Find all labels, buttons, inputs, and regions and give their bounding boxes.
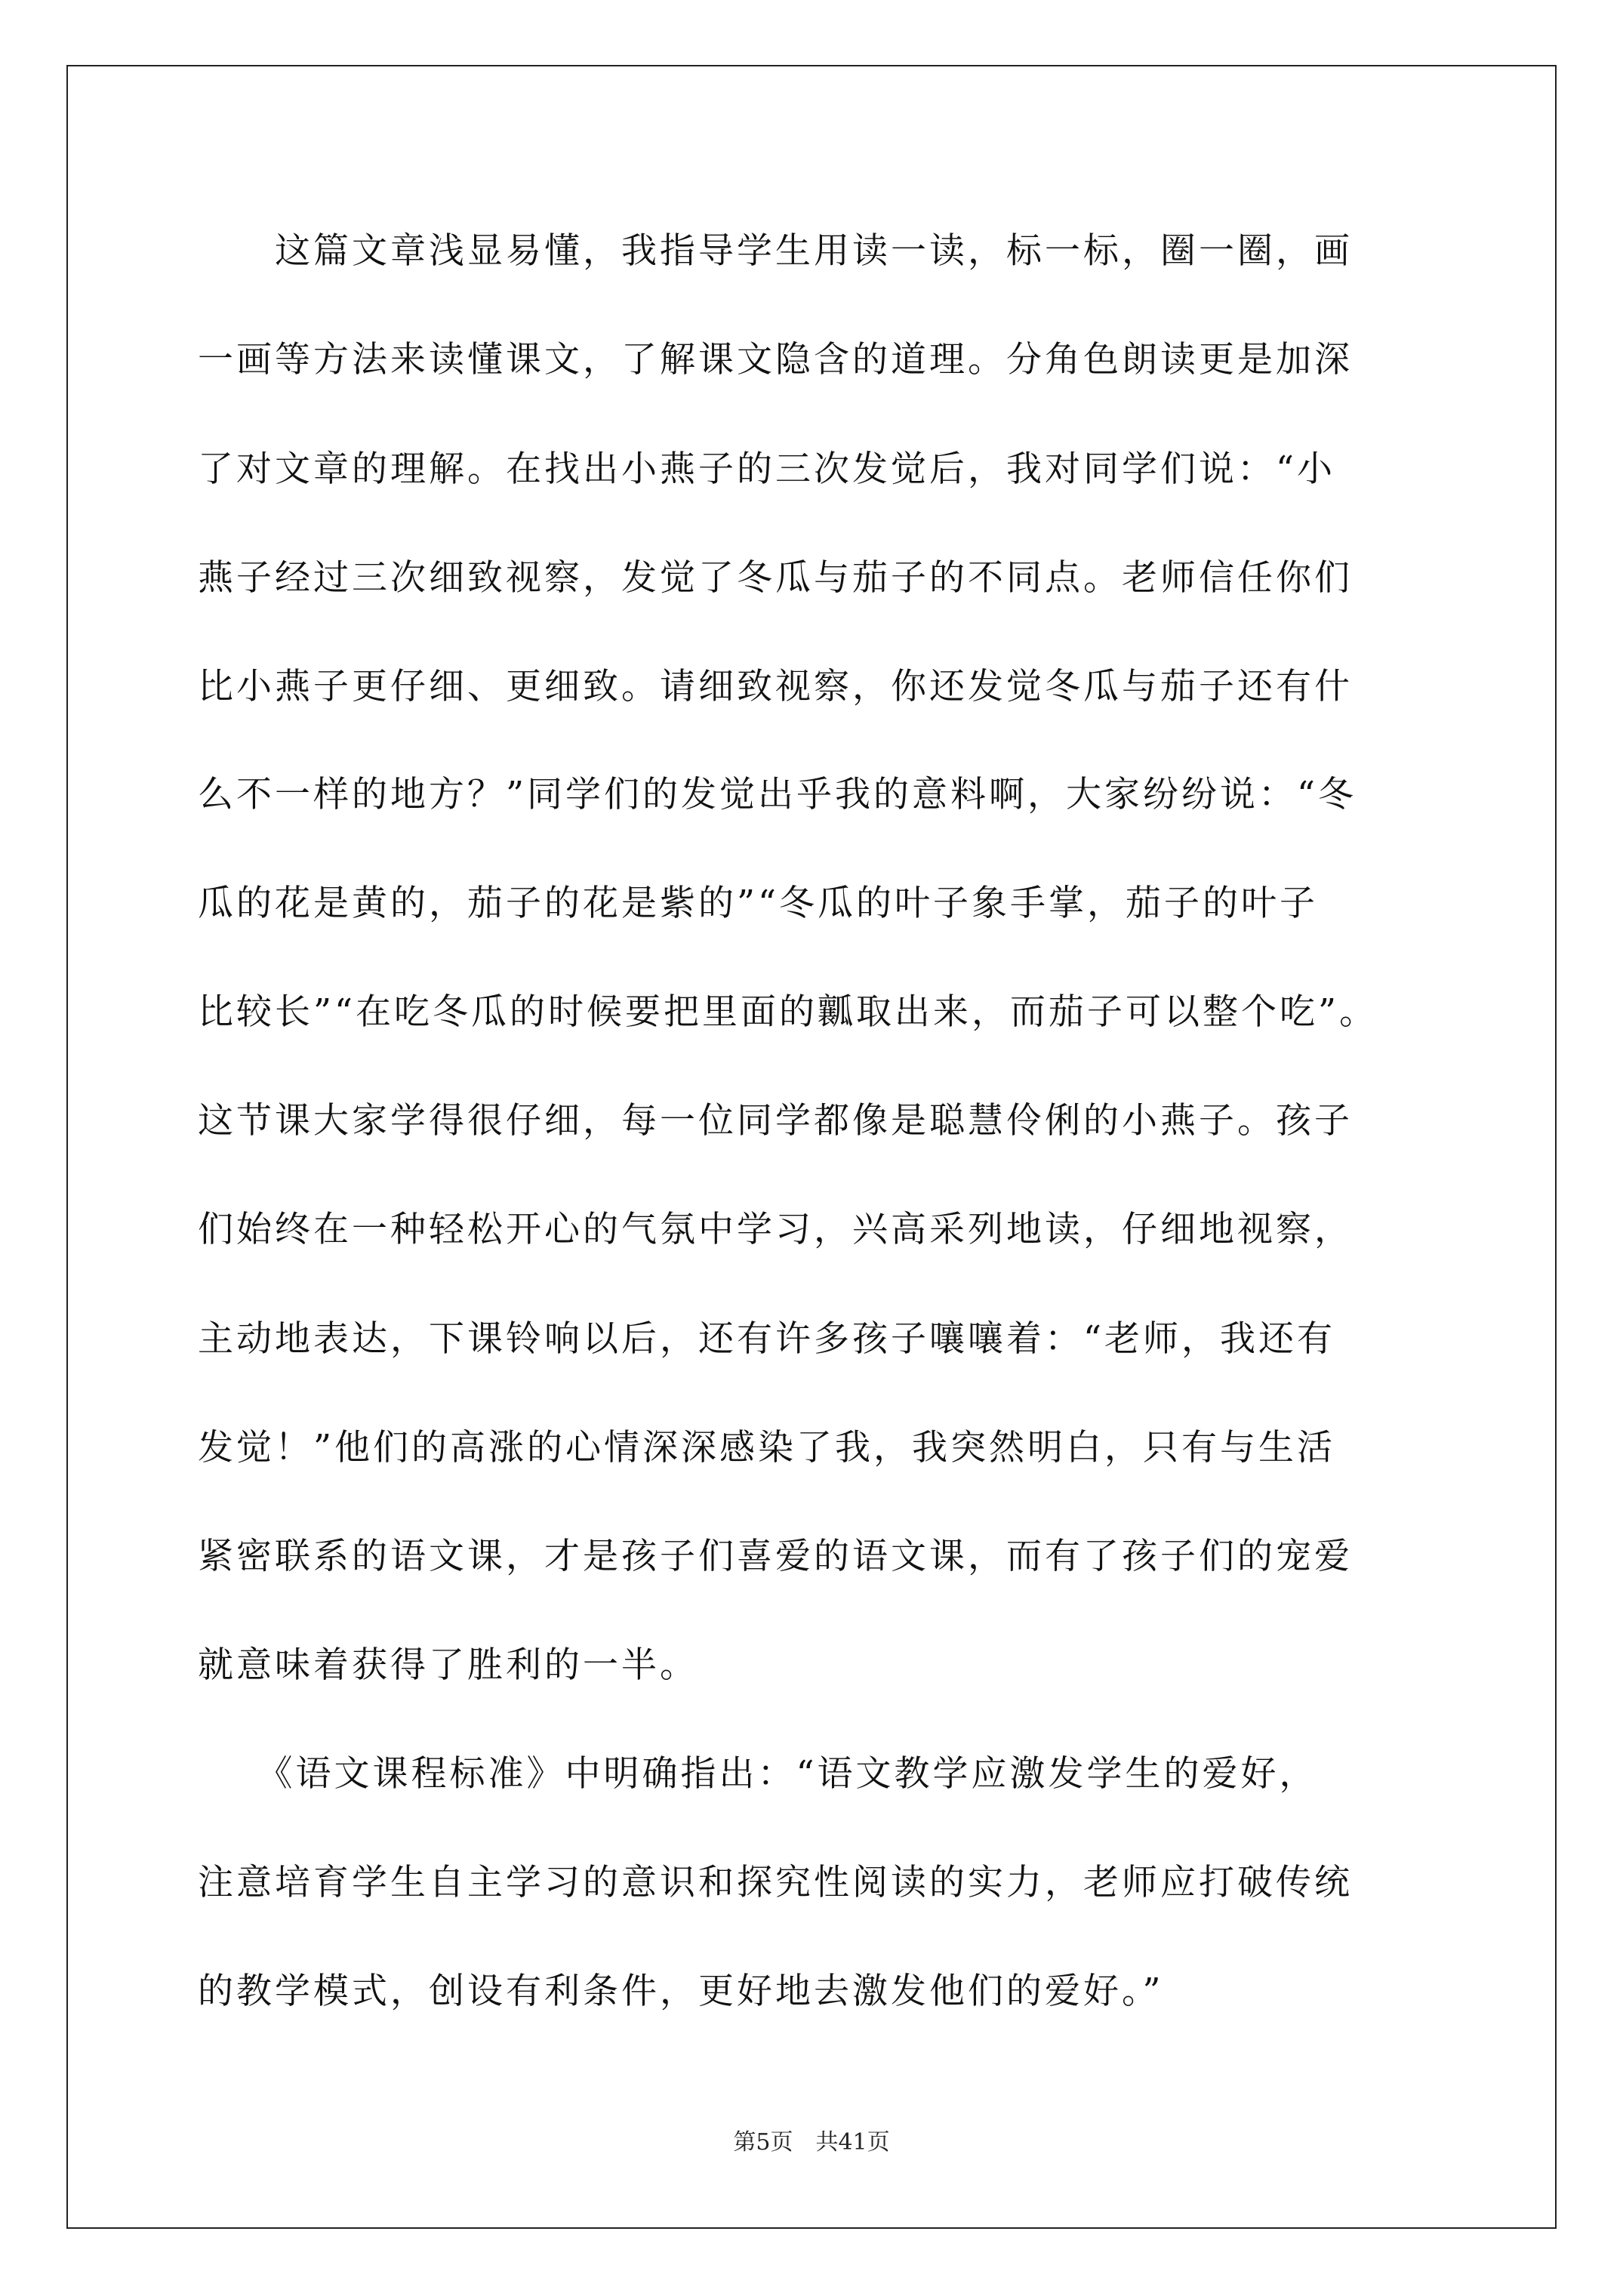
text-line: 的教学模式，创设有利条件，更好地去激发他们的爱好。” [198, 1971, 1164, 2012]
text-line: 比小燕子更仔细、更细致。请细致视察，你还发觉冬瓜与茄子还有什 [198, 666, 1353, 707]
text-line: 这篇文章浅显易懂，我指导学生用读一读，标一标，圈一圈，画 [198, 230, 1353, 272]
text-line: 就意味着获得了胜利的一半。 [198, 1644, 698, 1686]
text-line: 《语文课程标准》中明确指出：“语文教学应激发学生的爱好， [198, 1753, 1318, 1795]
text-line: 了对文章的理解。在找出小燕子的三次发觉后，我对同学们说：“小 [198, 448, 1336, 490]
text-line: 么不一样的地方？”同学们的发觉出乎我的意料啊，大家纷纷说：“冬 [198, 774, 1357, 815]
text-line: 一画等方法来读懂课文，了解课文隐含的道理。分角色朗读更是加深 [198, 339, 1353, 381]
page-number-footer: 第5页 共41页 [733, 2129, 890, 2156]
text-line: 瓜的花是黄的，茄子的花是紫的”“冬瓜的叶子象手掌，茄子的叶子 [198, 883, 1319, 924]
text-line: 比较长”“在吃冬瓜的时候要把里面的瓤取出来，而茄子可以整个吃”。 [198, 991, 1378, 1033]
text-line: 发觉！”他们的高涨的心情深深感染了我，我突然明白，只有与生活 [198, 1427, 1336, 1469]
text-line: 紧密联系的语文课，才是孩子们喜爱的语文课，而有了孩子们的宠爱 [198, 1536, 1353, 1577]
text-line: 们始终在一种轻松开心的气氛中学习，兴高采列地读，仔细地视察， [198, 1209, 1353, 1250]
text-line: 这节课大家学得很仔细，每一位同学都像是聪慧伶俐的小燕子。孩子 [198, 1100, 1353, 1142]
text-line: 注意培育学生自主学习的意识和探究性阅读的实力，老师应打破传统 [198, 1862, 1353, 1903]
text-line: 主动地表达，下课铃响以后，还有许多孩子嚷嚷着：“老师，我还有 [198, 1318, 1336, 1360]
text-line: 燕子经过三次细致视察，发觉了冬瓜与茄子的不同点。老师信任你们 [198, 557, 1353, 599]
